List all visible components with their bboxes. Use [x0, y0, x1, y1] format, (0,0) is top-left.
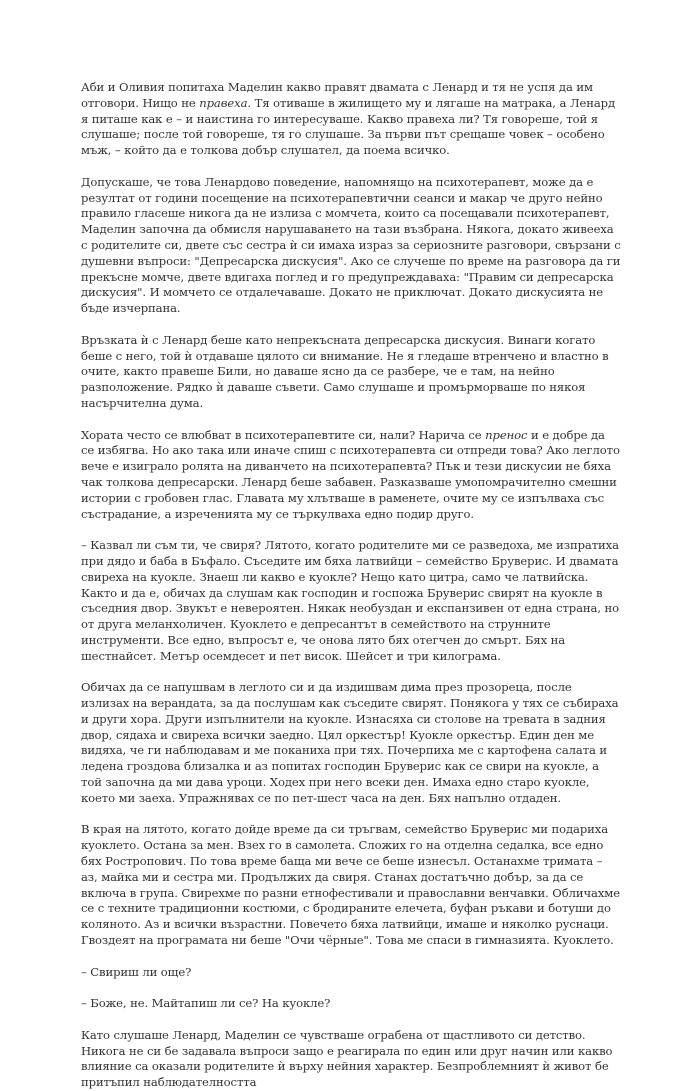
- paragraph: [81, 680, 621, 806]
- text-segment: Като слушаше Ленард, Маделин се чувстваше ограбена от щастливото си детство. Никога не си бе задавала въпроси защо е реагирала по един или друг начин или какво влияние са оказали родителите ѝ върху нейния характер. Безпроблемният ѝ живот бе притъпил наблюдателността: [81, 1027, 613, 1090]
- paragraph: [81, 538, 621, 664]
- text-segment: – Казвал ли съм ти, че свиря? Лятото, когато родителите ми се разведоха, ме изпратиха при дядо и баба в Бъфало. Съседите им бяха латвийци – семейство Бруверис. И двамата свиреха на куокле. Знаеш ли какво е куокле? Нещо като цитра, само че латвийска. Както и да е, обичах да слушам как господин и госпожа Бруверис свирят на куокле в съседния двор. Звукът е невероятен. Някак необуздан и експанзивен от една страна, но от друга меланхоличен. Куоклето е депресантът в семейството на струнните инструменти. Все едно, въпросът е, че онова лято бях отегчен до смърт. Бях на шестнайсет. Метър осемдесет и пет висок. Шейсет и три килограма.: [81, 538, 620, 663]
- paragraph: [81, 1028, 621, 1091]
- text-segment: – Боже, не. Майтапиш ли се? На куокле?: [81, 996, 331, 1011]
- paragraph: [81, 428, 621, 523]
- text-segment: В края на лятото, когато дойде време да си тръгвам, семейство Бруверис ми подариха куоклето. Остана за мен. Взех го в самолета. Сложих го на отделна седалка, все едно бях Ростропович. По това време баща ми вече се беше изнесъл. Останахме тримата – аз, майка ми и сестра ми. Продължих да свиря. Станах достатъчно добър, за да се включа в група. Свирехме по разни етнофестивали и православни венчавки. Обличахме се с техните традиционни костюми, с бродираните елечета, буфан ръкави и ботуши до коляното. Аз и всички възрастни. Повечето бяха латвийци, имаше и няколко руснаци. Гвоздеят на програмата ни беше "Очи чёрные". Това ме спаси в гимназията. Куоклето.: [81, 822, 620, 948]
- dialogue-line: [81, 965, 621, 981]
- paragraph: [81, 333, 621, 412]
- body-text: [81, 80, 621, 1091]
- text-segment: Хората често се влюбват в психотерапевтите си, нали? Нарича се: [81, 427, 486, 442]
- dialogue-line: [81, 996, 621, 1012]
- text-segment: . Тя отиваше в жилището му и лягаше на матрака, а Ленард я питаше как е – и наистина го интересуваше. Какво правеха ли? Тя говореше, той я слушаше; после той говореше, тя го слушаше. За първи път срещаше човек – особено мъж, – който да е толкова добър слушател, да поема всичко.: [81, 95, 616, 158]
- text-segment: Допускаше, че това Ленардово поведение, напомнящо на психотерапевт, може да е резултат от години посещение на психотерапевтични сеанси и макар че друго нейно правило гласеше никога да не излиза с момчета, които са посещавали психотерапевт, Маделин започна да обмисля нарушаването на тази възбрана. Някога, докато живееха с родителите си, двете със сестра ѝ си имаха израз за сериозните разговори, свързани с душевни въпроси: "Депресарска дискусия". Ако се случеше по време на разговора да ги прекъсне момче, двете вдигаха поглед и го предупреждаваха: "Правим си депресарска дискусия". И момчето се отдалечаваше. Докато не приключат. Докато дискусията не бъде изчерпана.: [81, 174, 621, 316]
- italic-word: правеха: [199, 95, 248, 110]
- paragraph: [81, 175, 621, 317]
- italic-word: пренос: [485, 427, 528, 442]
- text-segment: Връзката ѝ с Ленард беше като непрекъсната депресарска дискусия. Винаги когато беше с него, той ѝ отдаваше цялото си внимание. Не я гледаше втренчено и властно в очите, както правеше Били, но даваше ясно да се разбере, че е там, на нейно разположение. Рядко ѝ даваше съвети. Само слушаше и промърморваше по някоя насърчителна дума.: [81, 332, 609, 410]
- text-segment: Обичах да се напушвам в леглото си и да издишвам дима през прозореца, после излизах на верандата, за да послушам как съседите свирят. Понякога у тях се събираха и други хора. Други изпълнители на куокле. Изнасяха си столове на тревата в задния двор, сядаха и свиреха всички заедно. Цял оркестър! Куокле оркестър. Един ден ме видяха, че ги наблюдавам и ме поканиха при тях. Почерпиха ме с картофена салата и ледена гроздова близалка и аз попитах господин Бруверис как се свири на куокле, а той започна да ми дава уроци. Ходех при него всеки ден. Имаха едно старо куокле, което ми заеха. Упражнявах се по пет-шест часа на ден. Бях напълно отдаден.: [81, 680, 619, 805]
- text-segment: – Свириш ли още?: [81, 964, 192, 979]
- paragraph: [81, 80, 621, 159]
- paragraph: [81, 822, 621, 948]
- text-segment: Аби и Оливия попитаха Маделин какво правят двамата с Ленард и тя не успя да им отговори. Нищо не: [81, 80, 593, 110]
- text-segment: и е добре да се избягва. Но ако така или иначе спиш с психотерапевта си отпреди това? Ако леглото вече е изиграло ролята на диванчето на психотерапевта? Пък и тези дискусии не бяха чак толкова депресарски. Ленард беше забавен. Разказваше умопомрачително смешни истории с гробовен глас. Главата му хлътваше в раменете, очите му се изпълваха със състрадание, а изреченията му се търкулваха едно подир друго.: [81, 427, 620, 521]
